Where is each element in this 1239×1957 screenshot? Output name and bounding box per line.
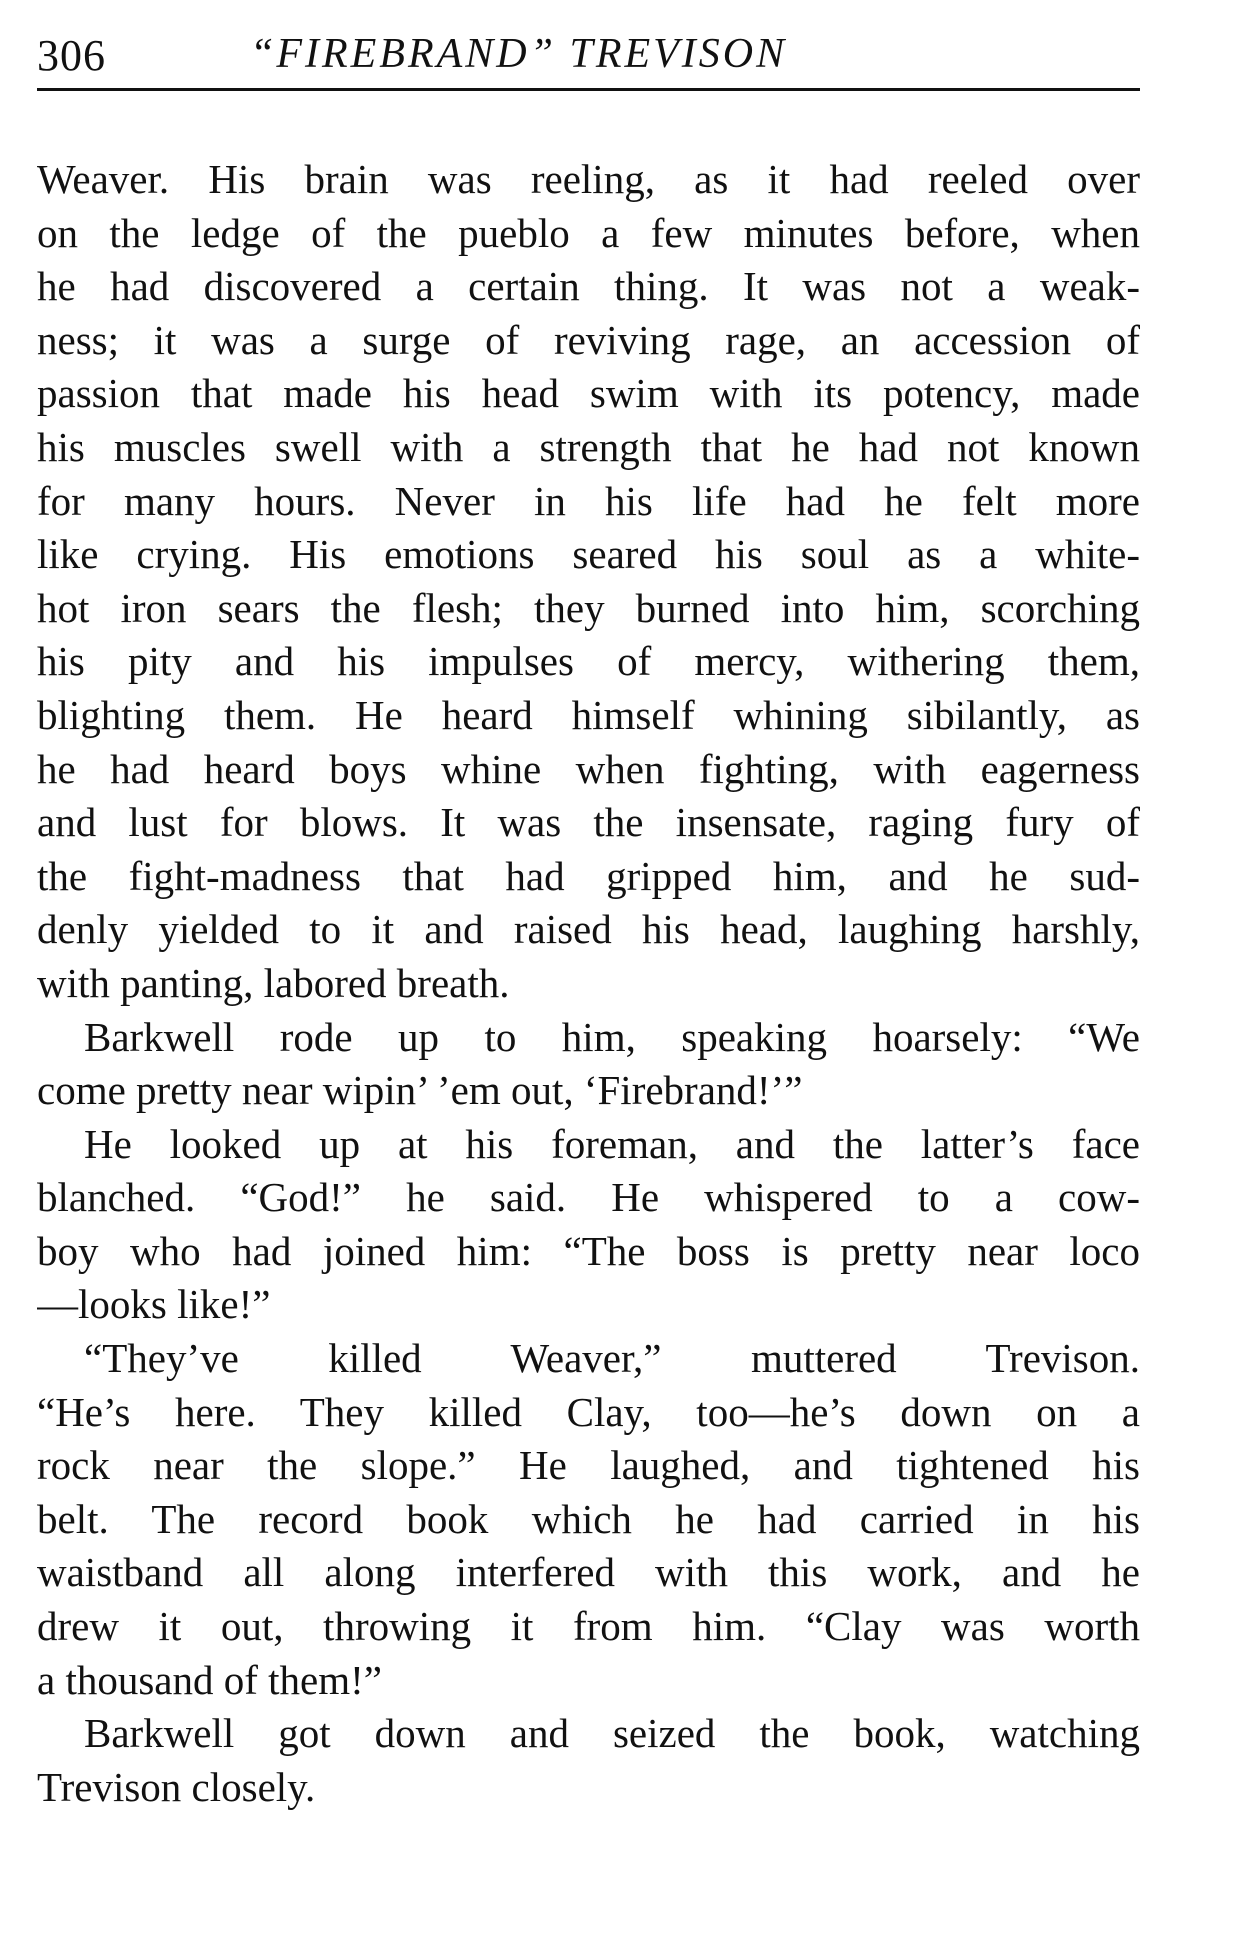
text-line: the fight-madness that had gripped him, and he sud- bbox=[37, 852, 1140, 899]
text-line: “They’ve killed Weaver,” muttered Trevison. bbox=[84, 1335, 1140, 1382]
text-line: his pity and his impulses of mercy, withering them, bbox=[37, 638, 1140, 685]
text-line: Barkwell got down and seized the book, watching bbox=[84, 1710, 1140, 1757]
header-rule bbox=[37, 88, 1140, 91]
text-line: Trevison closely. bbox=[37, 1763, 316, 1810]
text-line: —looks like!” bbox=[37, 1281, 271, 1328]
page-number: 306 bbox=[37, 31, 106, 80]
text-line: with panting, labored breath. bbox=[37, 959, 510, 1006]
page-header bbox=[37, 22, 1137, 92]
text-line: blanched. “God!” he said. He whispered to a cow- bbox=[37, 1174, 1140, 1221]
text-line: hot iron sears the flesh; they burned into him, scorching bbox=[37, 584, 1140, 631]
text-line: he had discovered a certain thing. It was not a weak- bbox=[37, 263, 1140, 310]
text-line: He looked up at his foreman, and the latter’s face bbox=[84, 1120, 1140, 1167]
text-line: he had heard boys whine when fighting, with eagerness bbox=[37, 745, 1140, 792]
text-line: a thousand of them!” bbox=[37, 1656, 382, 1703]
text-line: denly yielded to it and raised his head, laughing harshly, bbox=[37, 906, 1140, 953]
text-line: for many hours. Never in his life had he felt more bbox=[37, 477, 1140, 524]
text-line: like crying. His emotions seared his soul as a white- bbox=[37, 531, 1140, 578]
text-line: rock near the slope.” He laughed, and tightened his bbox=[37, 1442, 1140, 1489]
running-title: “FIREBRAND” TREVISON bbox=[250, 31, 788, 77]
text-line: blighting them. He heard himself whining sibilantly, as bbox=[37, 691, 1140, 738]
text-line: passion that made his head swim with its potency, made bbox=[37, 370, 1140, 417]
text-line: belt. The record book which he had carried in his bbox=[37, 1495, 1140, 1542]
text-line: Barkwell rode up to him, speaking hoarsely: “We bbox=[84, 1013, 1140, 1060]
text-line: on the ledge of the pueblo a few minutes before, when bbox=[37, 209, 1140, 256]
text-line: come pretty near wipin’ ’em out, ‘Firebrand!’” bbox=[37, 1067, 803, 1114]
text-line: boy who had joined him: “The boss is pretty near loco bbox=[37, 1227, 1140, 1274]
text-line: “He’s here. They killed Clay, too—he’s down on a bbox=[37, 1388, 1140, 1435]
text-line: drew it out, throwing it from him. “Clay was worth bbox=[37, 1603, 1140, 1650]
text-line: and lust for blows. It was the insensate, raging fury of bbox=[37, 799, 1140, 846]
text-line: waistband all along interfered with this work, and he bbox=[37, 1549, 1140, 1596]
text-line: Weaver. His brain was reeling, as it had reeled over bbox=[37, 156, 1140, 202]
body-text bbox=[37, 153, 1140, 1814]
text-line: his muscles swell with a strength that he had not known bbox=[37, 423, 1140, 470]
text-line: ness; it was a surge of reviving rage, an accession of bbox=[37, 316, 1140, 363]
